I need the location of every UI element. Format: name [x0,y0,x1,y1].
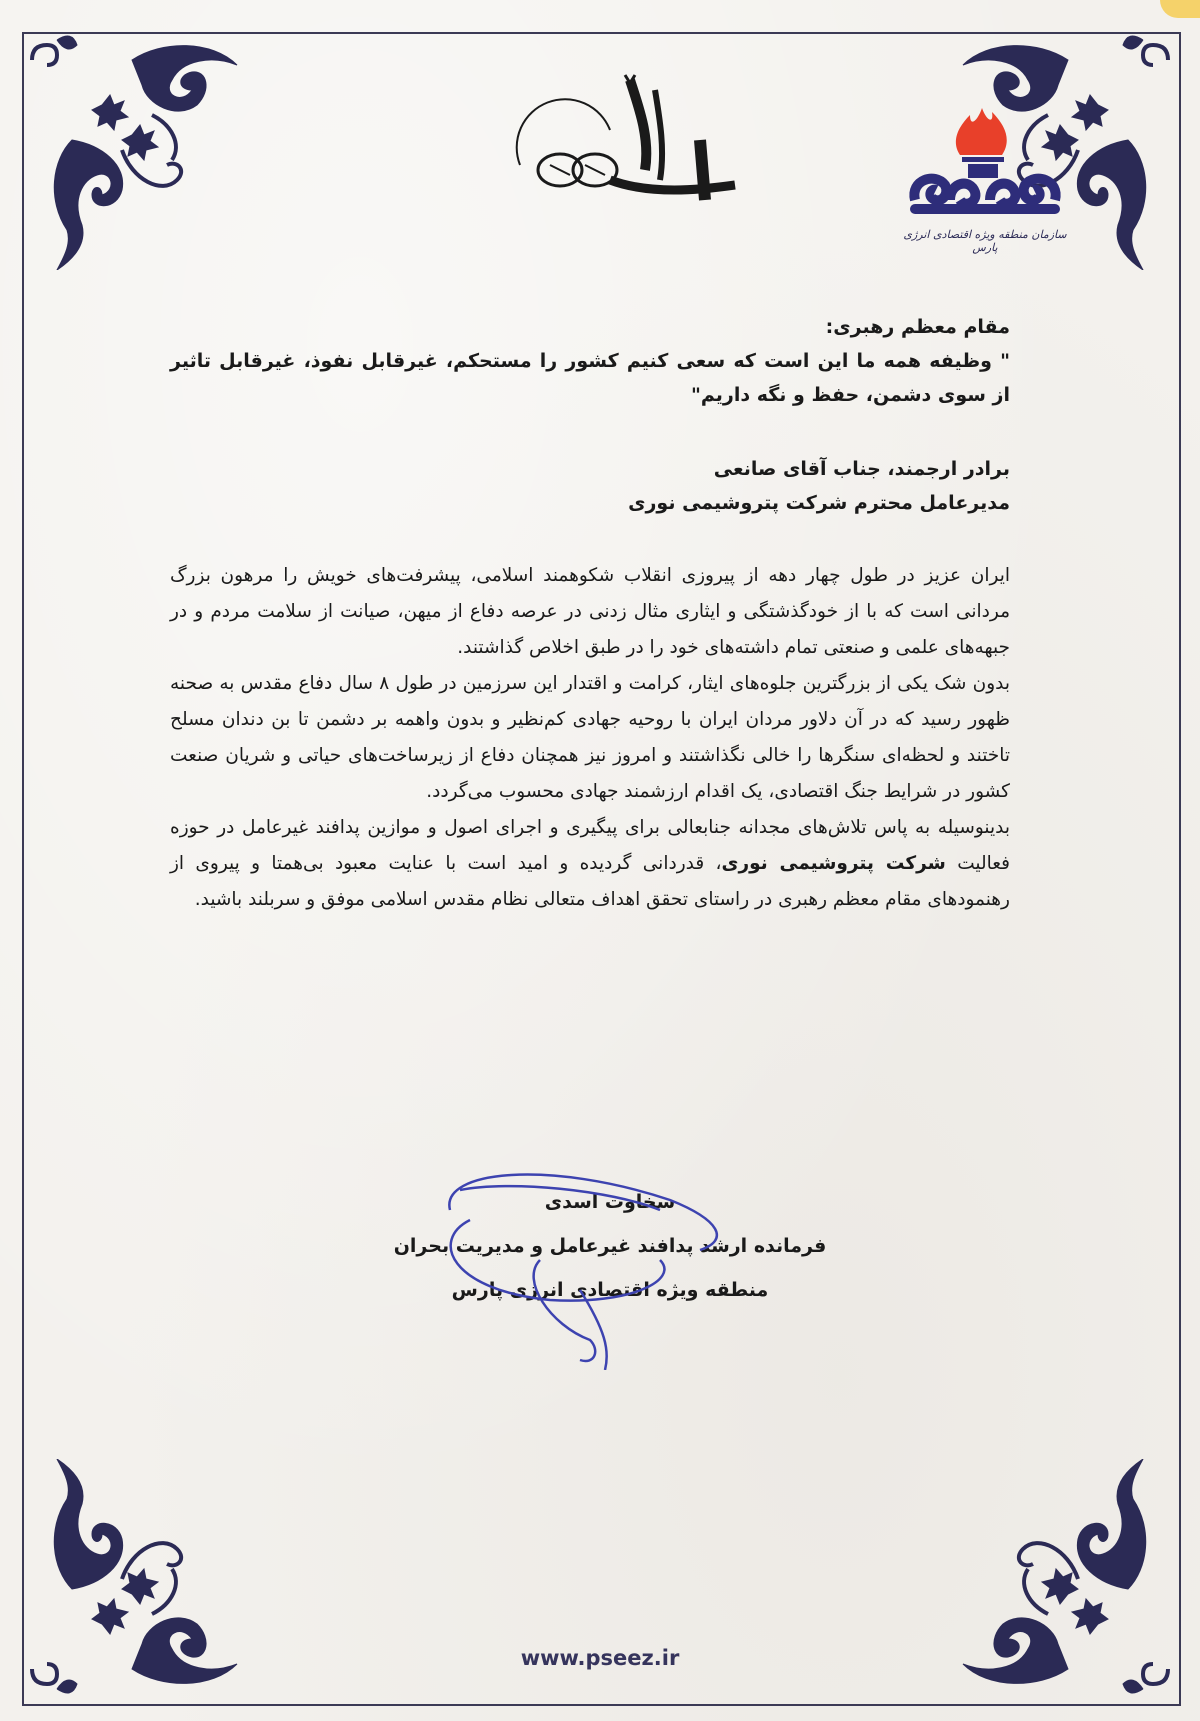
company-name-bold: شرکت پتروشیمی نوری [721,853,946,874]
signatory-organization: منطقه ویژه اقتصادی انرژی پارس [451,1279,769,1301]
corner-tab [1160,0,1200,18]
corner-ornament-bottom-right [958,1459,1188,1709]
body-paragraph-3 [170,810,1010,918]
floral-ornament-icon [958,1459,1188,1709]
signature-block [330,1180,890,1312]
quote-text: " وظیفه همه ما این است که سعی کنیم کشور را مستحکم، غیرقابل نفوذ، غیرقابل تاثیر از سوی دشمن، حفظ و نگه داریم" [170,350,1010,406]
corner-ornament-top-left [12,20,242,270]
paragraph-3-closing: ، قدردانی گردیده و امید است با عنایت معبود بی‌همتا و پیروی از رهنمودهای مقام معظم رهبری در راستای تحقق اهداف متعالی نظام مقدس اسلامی موفق و سربلند باشید. [170,853,1010,910]
addressee-block [170,452,1010,520]
floral-ornament-icon [12,1459,242,1709]
bismillah-calligraphy [500,70,740,210]
letter-content [170,310,1010,918]
corner-ornament-bottom-left [12,1459,242,1709]
logo-caption: سازمان منطقه ویژه اقتصادی انرژی پارس [903,228,1067,254]
letter-body [170,558,1010,918]
signatory-name: سخاوت اسدی [544,1191,676,1213]
floral-ornament-icon [12,20,242,270]
quote-title: مقام معظم رهبری: [825,316,1010,338]
paragraph-3-intro: بدینوسیله به پاس تلاش‌های مجدانه جنابعالی برای پیگیری و اجرای اصول و موازین پدافند غیرعامل در حوزه فعالیت [170,817,1010,874]
signatory-title: فرمانده ارشد پدافند غیرعامل و مدیریت بحران [393,1235,827,1257]
organization-logo [890,100,1080,260]
addressee-title: مدیرعامل محترم شرکت پتروشیمی نوری [628,492,1010,514]
addressee-name: برادر ارجمند، جناب آقای صانعی [713,458,1010,480]
body-paragraph-1: ایران عزیز در طول چهار دهه از پیروزی انقلاب شکوهمند اسلامی، پیشرفت‌های خویش را مرهون بزرگ مردانی است که با از خودگذشتگی و ایثاری مثال زدنی در عرصه دفاع از میهن، صیانت از سلامت مردم و در جبهه‌های علمی و صنعتی تمام داشته‌های خود را در طبق اخلاص گذاشتند. [170,565,1010,658]
footer-website[interactable]: www.pseez.ir [520,1646,680,1670]
flame-logo-icon [890,100,1080,230]
body-paragraph-2: بدون شک یکی از بزرگترین جلوه‌های ایثار، کرامت و اقتدار این سرزمین در طول ۸ سال دفاع مقدس به صحنه ظهور رسید که در آن دلاور مردان ایران با روحیه جهادی کم‌نظیر و بدون واهمه بر دشمن تا بن دندان مسلح تاختند و لحظه‌ای سنگرها را خالی نگذاشتند و امروز نیز همچنان دفاع از زیرساخت‌های حیاتی و شریان صنعت کشور در شرایط جنگ اقتصادی، یک اقدام ارزشمند جهادی محسوب می‌گردد. [170,673,1010,802]
calligraphy-icon [500,70,740,210]
